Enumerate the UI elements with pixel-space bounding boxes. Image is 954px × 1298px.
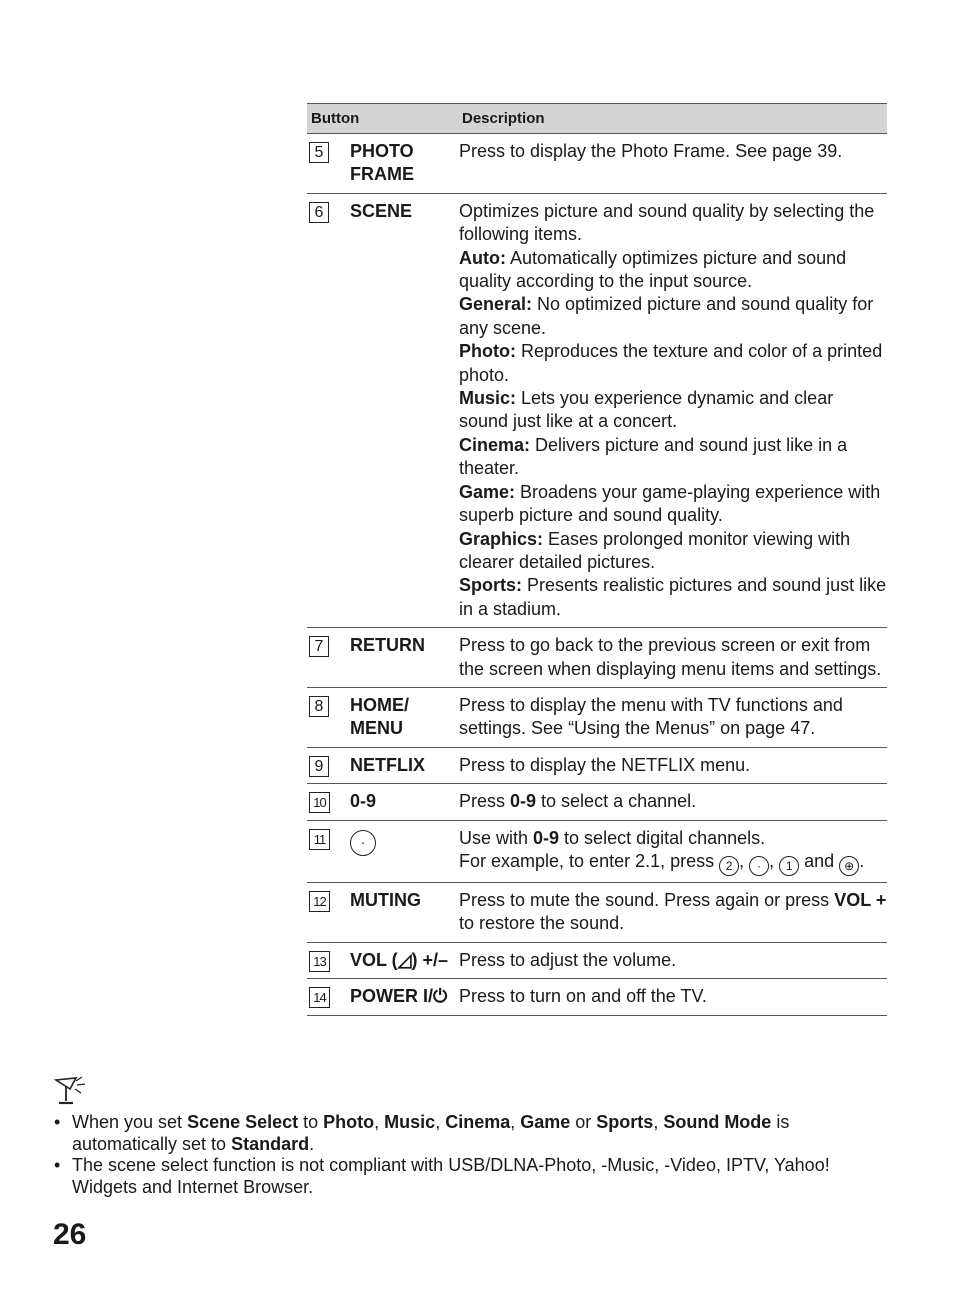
table-row (307, 882, 887, 942)
description-line (459, 293, 887, 340)
row-number-badge: 13 (309, 951, 330, 972)
bold-text: Photo: (459, 341, 516, 362)
button-name-cell: 0-9 (347, 784, 456, 820)
note-item (52, 1155, 892, 1198)
text: Reproduces the texture and color of a printed photo. (459, 341, 883, 385)
row-number-badge: 6 (309, 202, 329, 223)
description-line (459, 434, 887, 481)
text: , (374, 1112, 385, 1132)
row-number-cell (307, 942, 347, 978)
description-line (459, 754, 887, 777)
header-description: Description (456, 104, 887, 134)
button-name-cell: HOME/ MENU (347, 687, 456, 747)
description-line (459, 889, 887, 936)
description-line (459, 140, 887, 163)
text: , (739, 850, 750, 871)
text: Press to adjust the volume. (459, 949, 677, 970)
description-cell (456, 882, 887, 942)
button-name-cell: VOL (◿) +/– (347, 942, 456, 978)
description-line (459, 790, 887, 813)
text: Press to display the menu with TV functions and settings. See “Using the Menus” on page 47. (459, 694, 843, 739)
text: , (435, 1112, 446, 1132)
bold-text: Game: (459, 481, 516, 502)
bold-text: Auto: (459, 247, 506, 268)
row-number-badge: 14 (309, 987, 330, 1008)
description-cell (456, 193, 887, 627)
notes-list (52, 1112, 892, 1198)
remote-button-icon: 1 (779, 856, 799, 876)
table-body (307, 134, 887, 1016)
row-number-cell (307, 784, 347, 820)
row-number-badge: 12 (309, 891, 330, 912)
description-line (459, 247, 887, 294)
text: to select digital channels. (559, 827, 766, 848)
row-number-cell (307, 979, 347, 1015)
bold-text: Cinema (445, 1112, 511, 1132)
button-name-cell: PHOTO FRAME (347, 134, 456, 194)
button-name-cell (347, 820, 456, 882)
button-name-cell: SCENE (347, 193, 456, 627)
table-header-row (307, 104, 887, 134)
row-number-cell (307, 628, 347, 688)
text: and (799, 850, 840, 871)
text: , (769, 850, 780, 871)
dot-button-icon: · (350, 830, 376, 856)
table-row (307, 687, 887, 747)
table-row (307, 820, 887, 882)
description-line (459, 528, 887, 575)
text: Delivers picture and sound just like in a theater. (459, 434, 848, 479)
description-line (459, 481, 887, 528)
description-line (459, 694, 887, 741)
text: Press to go back to the previous screen or exit from the screen when displaying menu items and settings. (459, 635, 882, 679)
description-line (459, 949, 887, 972)
description-line (459, 200, 887, 247)
text: Eases prolonged monitor viewing with clearer detailed pictures. (459, 528, 851, 572)
bold-text: Sports: (459, 575, 522, 596)
text: or (570, 1112, 597, 1132)
description-line (459, 634, 887, 681)
description-cell (456, 979, 887, 1015)
description-cell (456, 687, 887, 747)
row-number-cell (307, 193, 347, 627)
text: Broadens your game-playing experience with superb picture and sound quality. (459, 481, 881, 526)
remote-button-icon: · (749, 856, 769, 876)
table-row (307, 747, 887, 783)
bold-text: VOL + (834, 889, 887, 910)
row-number-badge: 9 (309, 756, 329, 777)
bold-text: 0-9 (533, 827, 560, 848)
text: When you set (72, 1112, 188, 1132)
text: Presents realistic pictures and sound just like in a stadium. (459, 575, 887, 619)
bold-text: Game (520, 1112, 571, 1132)
bold-text: Photo (323, 1112, 375, 1132)
text: Press to display the Photo Frame. See page 39. (459, 141, 843, 161)
row-number-badge: 11 (309, 829, 330, 850)
bold-text: Music (384, 1112, 436, 1132)
text: to restore the sound. (459, 913, 625, 934)
description-cell (456, 784, 887, 820)
button-description-table (307, 103, 887, 1016)
description-line (459, 827, 887, 850)
row-number-cell (307, 134, 347, 194)
bold-text: Standard (231, 1133, 310, 1154)
text: Automatically optimizes picture and sound quality according to the input source. (459, 247, 847, 292)
button-name-cell: POWER I/⏻ (347, 979, 456, 1015)
table-row (307, 628, 887, 688)
bold-text: Scene Select (187, 1112, 299, 1132)
text: is automatically set to (72, 1112, 790, 1154)
text: , (653, 1112, 664, 1132)
button-name-cell: NETFLIX (347, 747, 456, 783)
row-number-cell (307, 882, 347, 942)
page-number: 26 (53, 1218, 87, 1251)
text: Press to mute the sound. Press again or press (459, 889, 835, 910)
row-number-badge: 5 (309, 142, 329, 163)
text: No optimized picture and sound quality for any scene. (459, 294, 874, 338)
description-cell (456, 820, 887, 882)
description-line (459, 985, 887, 1008)
row-number-cell (307, 747, 347, 783)
description-line (459, 574, 887, 621)
remote-button-icon: ⊕ (839, 856, 859, 876)
description-line (459, 387, 887, 434)
bold-text: Sound Mode (663, 1112, 772, 1132)
description-cell (456, 747, 887, 783)
bold-text: Graphics: (459, 528, 544, 549)
description-cell (456, 628, 887, 688)
row-number-cell (307, 687, 347, 747)
text: Use with (459, 827, 534, 848)
table-row (307, 979, 887, 1015)
bold-text: 0-9 (510, 791, 537, 812)
table-row (307, 193, 887, 627)
text: . (309, 1133, 315, 1154)
description-cell (456, 134, 887, 194)
row-number-badge: 10 (309, 792, 330, 813)
text: Press to display the NETFLIX menu. (459, 754, 751, 775)
button-name-cell: RETURN (347, 628, 456, 688)
description-line (459, 850, 887, 876)
table-row (307, 942, 887, 978)
row-number-cell (307, 820, 347, 882)
text: Press (459, 791, 511, 812)
row-number-badge: 8 (309, 696, 329, 717)
text: Lets you experience dynamic and clear sound just like at a concert. (459, 388, 834, 432)
text: , (510, 1112, 521, 1132)
lamp-hint-icon (52, 1075, 90, 1109)
text: For example, to enter 2.1, press (459, 850, 720, 871)
remote-button-icon: 2 (719, 856, 739, 876)
description-line (459, 340, 887, 387)
description-cell (456, 942, 887, 978)
bold-text: Cinema: (459, 434, 531, 455)
text: Press to turn on and off the TV. (459, 986, 707, 1007)
row-number-badge: 7 (309, 636, 329, 657)
bold-text: General: (459, 294, 533, 315)
button-name-cell: MUTING (347, 882, 456, 942)
text: The scene select function is not compliant with USB/DLNA-Photo, -Music, -Video, IPTV, Yahoo! Widgets and Internet Browser. (72, 1155, 830, 1197)
table-row (307, 784, 887, 820)
text: to select a channel. (536, 791, 697, 812)
text: Optimizes picture and sound quality by selecting the following items. (459, 200, 875, 245)
table-row (307, 134, 887, 194)
header-button: Button (307, 104, 456, 134)
note-item (52, 1112, 892, 1155)
text: . (859, 850, 865, 871)
text: to (298, 1112, 324, 1132)
bold-text: Music: (459, 388, 517, 409)
bold-text: Sports (596, 1112, 654, 1132)
